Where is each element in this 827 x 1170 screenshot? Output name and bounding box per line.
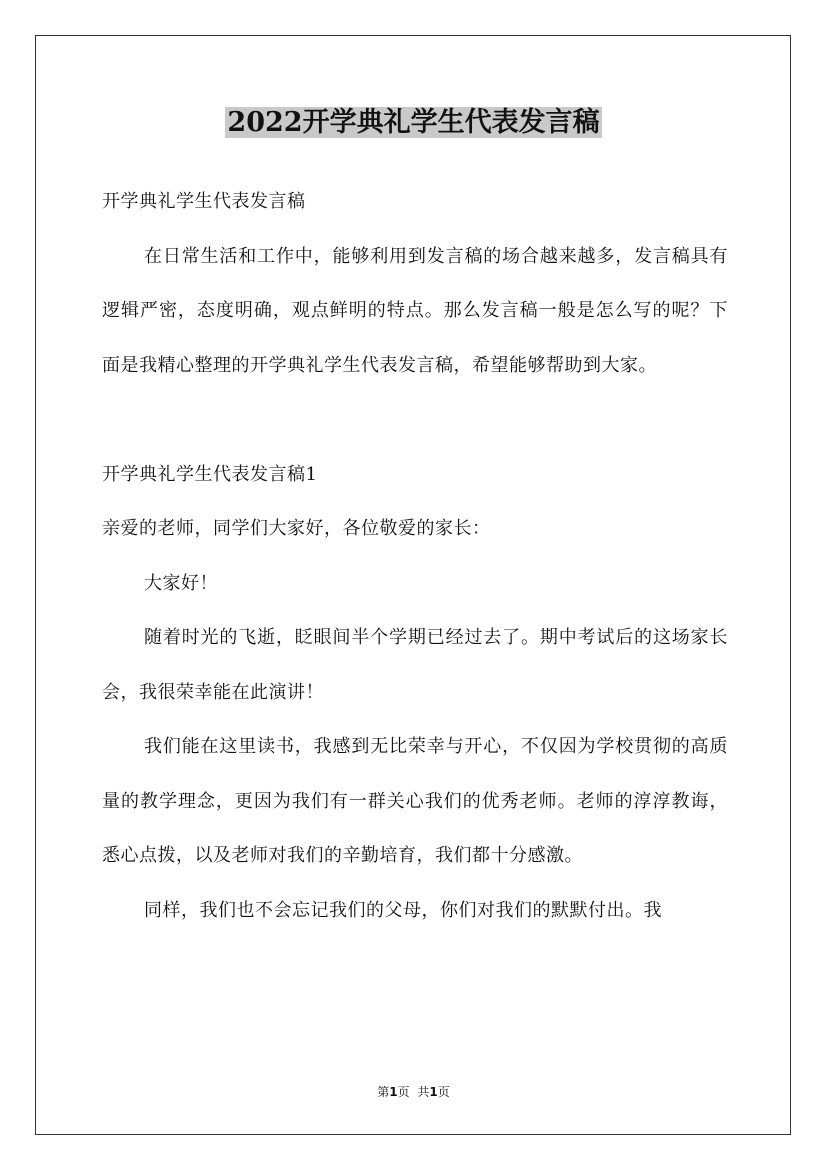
body-paragraph-3: 同样，我们也不会忘记我们的父母，你们对我们的默默付出。我 [144,899,662,921]
page-footer [0,1084,827,1100]
document-body [102,175,728,938]
page-number: 1 [389,1085,398,1099]
body-paragraph-1: 随着时光的飞逝，眨眼间半个学期已经过去了。期中考试后的这场家长会，我很荣幸能在此演讲！ [102,627,728,703]
body-paragraph-2: 我们能在这里读书，我感到无比荣幸与开心，不仅因为学校贯彻的高质量的教学理念，更因为我们有一群关心我们的优秀老师。老师的淳淳教诲，悉心点拨，以及老师对我们的辛勤培育，我们都十分感激。 [102,736,728,866]
greeting: 大家好！ [144,572,218,594]
blank-line [102,393,728,448]
intro-paragraph: 在日常生活和工作中，能够利用到发言稿的场合越来越多，发言稿具有逻辑严密，态度明确，观点鲜明的特点。那么发言稿一般是怎么写的呢？下面是我精心整理的开学典礼学生代表发言稿，希望能够帮助到大家。 [102,245,728,376]
document-title [0,104,827,142]
page-suffix: 页 [397,1085,410,1099]
total-suffix: 页 [437,1085,450,1099]
document-title-text: 2022开学典礼学生代表发言稿 [227,107,600,138]
subheading: 开学典礼学生代表发言稿 [102,191,306,212]
total-pages: 1 [429,1085,438,1099]
salutation: 亲爱的老师，同学们大家好，各位敬爱的家长： [102,518,491,539]
total-prefix: 共 [417,1085,430,1099]
page-prefix: 第 [377,1085,390,1099]
section-title: 开学典礼学生代表发言稿1 [102,463,318,485]
